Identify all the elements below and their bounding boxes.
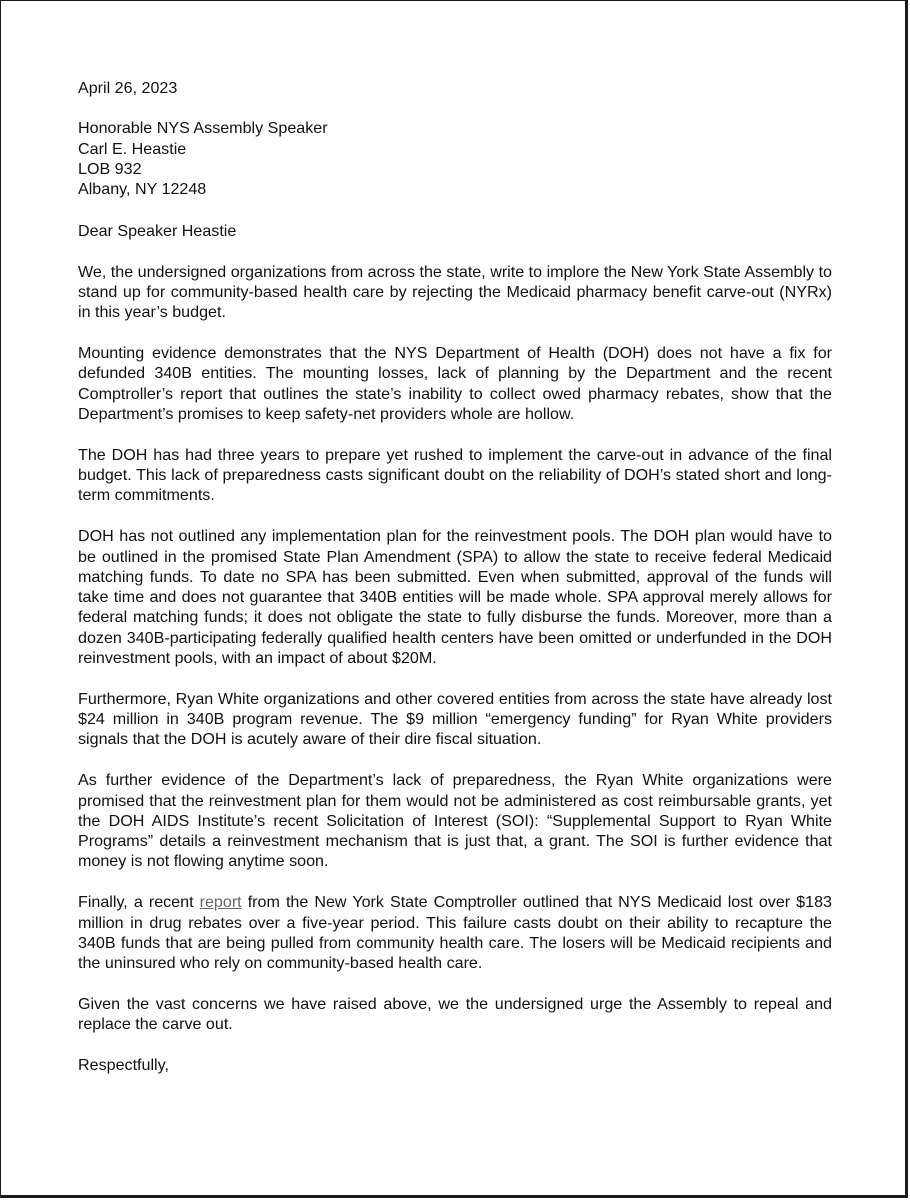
- paragraph-conclusion: Given the vast concerns we have raised above, we the undersigned urge the Assembly to repeal and replace the carve out.: [78, 994, 832, 1034]
- recipient-city: Albany, NY 12248: [78, 180, 207, 199]
- recipient-title: Honorable NYS Assembly Speaker: [78, 119, 328, 138]
- letter-date: April 26, 2023: [78, 79, 178, 97]
- paragraph-evidence: Mounting evidence demonstrates that the NYS Department of Health (DOH) does not have a fix for defunded 340B entities. The mounting losses, lack of planning by the Department and the recent Comptroller’s report that outlines the state’s inability to collect owed pharmacy rebates, show that the Department’s promises to keep safety-net providers whole are hollow.: [78, 344, 832, 424]
- paragraph-reinvestment: DOH has not outlined any implementation plan for the reinvestment pools. The DOH plan would have to be outlined in the promised State Plan Amendment (SPA) to allow the state to receive federal Medicaid matching funds. To date no SPA has been submitted. Even when submitted, approval of the funds will take time and does not guarantee that 340B entities will be made whole. SPA approval merely allows for federal matching funds; it does not obligate the state to fully disburse the funds. Moreover, more than a dozen 340B-participating federally qualified health centers have been omitted or underfunded in the DOH reinvestment pools, with an impact of about $20M.: [78, 527, 832, 668]
- paragraph-ryan-white-losses: Furthermore, Ryan White organizations and other covered entities from across the state have already lost $24 million in 340B program revenue. The $9 million “emergency funding” for Ryan White providers signals that the DOH is acutely aware of their dire fiscal situation.: [78, 689, 832, 749]
- paragraph-preparedness: The DOH has had three years to prepare yet rushed to implement the carve-out in advance of the final budget. This lack of preparedness casts significant doubt on the reliability of DOH’s stated short and long-term commitments.: [78, 445, 832, 505]
- salutation: Dear Speaker Heastie: [78, 222, 237, 241]
- report-link[interactable]: report: [199, 893, 242, 912]
- recipient-address: [78, 118, 832, 199]
- paragraph-comptroller: [78, 892, 832, 973]
- paragraph-intro: We, the undersigned organizations from across the state, write to implore the New York State Assembly to stand up for community-based health care by rejecting the Medicaid pharmacy benefit carve-out (NYRx) in this year’s budget.: [78, 262, 832, 322]
- comptroller-text-after: from the New York State Comptroller outlined that NYS Medicaid lost over $183 million in drug rebates over a five-year period. This failure casts doubt on their ability to recapture the 340B funds that are being pulled from community health care. The losers will be Medicaid recipients and the uninsured who rely on community-based health care.: [78, 893, 832, 973]
- recipient-office: LOB 932: [78, 159, 142, 178]
- letter-body: [78, 78, 832, 1075]
- recipient-name: Carl E. Heastie: [78, 139, 187, 158]
- comptroller-text-before: Finally, a recent: [78, 893, 200, 912]
- paragraph-soi: As further evidence of the Department’s lack of preparedness, the Ryan White organizations were promised that the reinvestment plan for them would not be administered as cost reimbursable grants, yet the DOH AIDS Institute’s recent Solicitation of Interest (SOI): “Supplemental Support to Ryan White Programs” details a reinvestment mechanism that is just that, a grant. The SOI is further evidence that money is not flowing anytime soon.: [78, 771, 832, 871]
- closing: Respectfully,: [78, 1055, 169, 1074]
